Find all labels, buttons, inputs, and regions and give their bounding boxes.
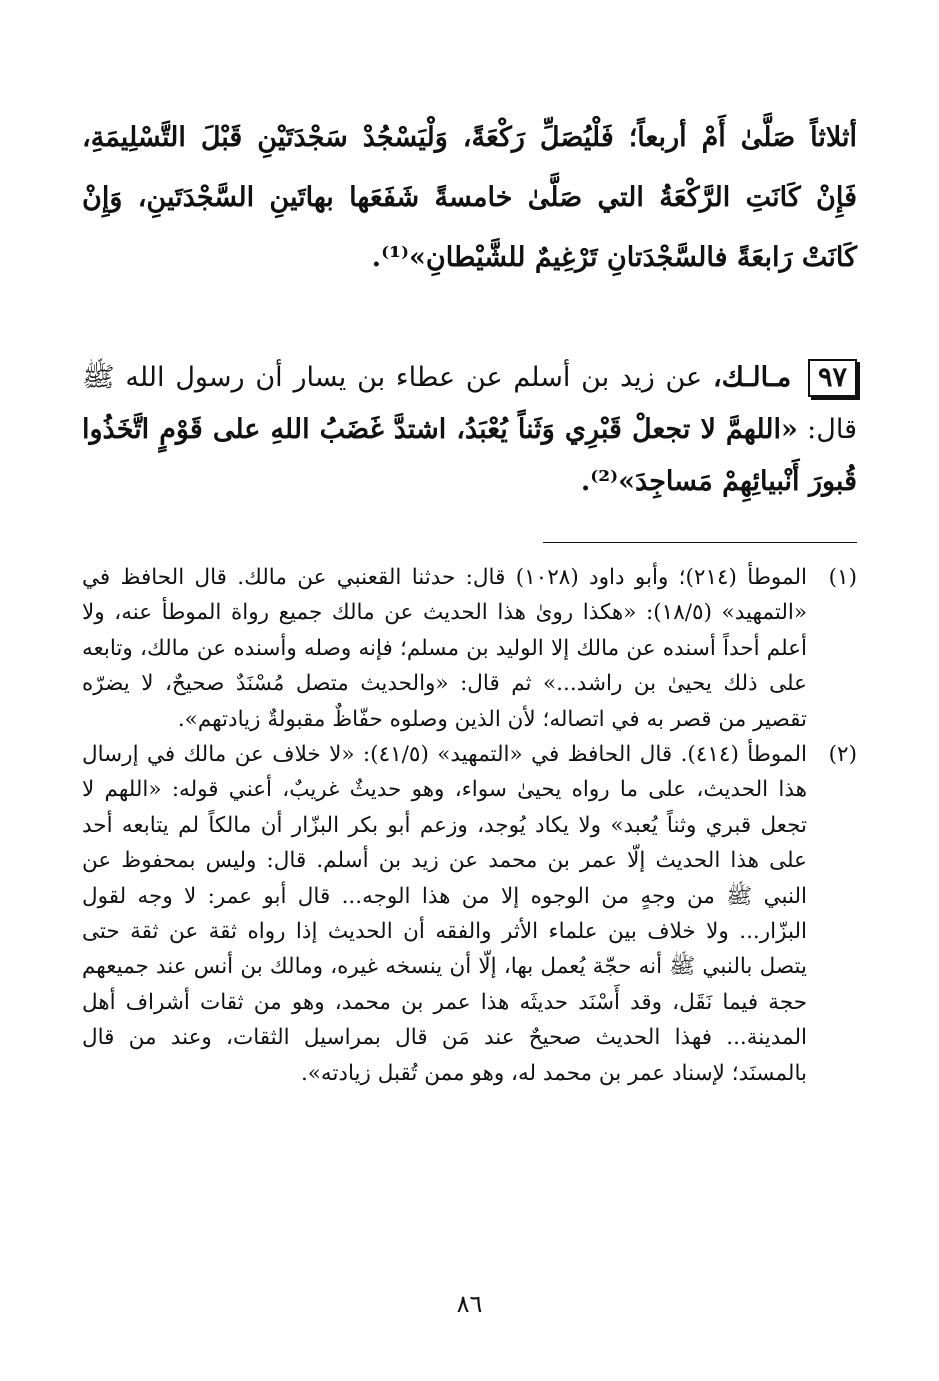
- footnote-text: الموطأ (٤١٤). قال الحافظ في «التمهيد» (٤١/٥): «لا خلاف عن مالك في إرسال هذا الحديث، على ما رواه يحيىٰ سواء، وهو حديثٌ غريبٌ، أعني قوله: «اللهم لا تجعل قبري وثناً يُعبد» ولا يكاد يُوجد، وزعم أبو بكر البزّار أن مالكاً لم يتابعه أحد على هذا الحديث إلّا عمر بن محمد عن زيد بن أسلم. قال: وليس بمحفوظ عن النبي ﷺ من وجهٍ من الوجوه إلا من هذا الوجه... قال أبو عمر: لا وجه لقول البزّار... ولا خلاف بين علماء الأثر والفقه أن الحديث إذا رواه ثقة عن ثقة حتى يتصل بالنبي ﷺ أنه حجّة يُعمل بها، إلّا أن ينسخه غيره، ومالك بن أنس عند جميعهم حجة فيما نَقَل، وقد أَسْنَد حديثَه هذا عمر بن محمد، وهو من ثقات أشراف أهل المدينة... فهذا الحديث صحيحٌ عند مَن قال بمراسيل الثقات، وعند من قال بالمسنَد؛ لإسناد عمر بن محمد له، وهو ممن تُقبل زيادته».: [82, 742, 807, 1086]
- hadith-text: «اللهمَّ لا تجعلْ قَبْرِي وَثَناً يُعْبَدُ، اشتدَّ غَضَبُ اللهِ على قَوْمٍ اتَّخَذُوا قُبورَ أَنْبيائِهِمْ مَساجِدَ»⁽²⁾.: [82, 414, 857, 497]
- previous-paragraph: أثلاثاً صَلَّىٰ أَمْ أربعاً؛ فَلْيُصَلِّ رَكْعَةً، وَلْيَسْجُدْ سَجْدَتَيْنِ قَبْلَ التَّسْلِيمَةِ، فَإِنْ كَانَتِ الرَّكْعَةُ التي صَلَّىٰ خامسةً شَفَعَها بهاتَينِ السَّجْدَتَينِ، وَإِنْ كَانَتْ رَابعَةً فالسَّجْدَتانِ تَرْغِيمٌ للشَّيْطانِ»⁽¹⁾.: [82, 122, 857, 273]
- hadith-paragraph: [82, 352, 857, 508]
- footnote-marker: (١): [828, 565, 857, 590]
- hadith-narrator: مـالـك،: [712, 362, 792, 393]
- footnote-divider: [543, 542, 857, 543]
- footnotes: [82, 560, 857, 1091]
- footnote-text: الموطأ (٢١٤)؛ وأبو داود (١٠٢٨) قال: حدثنا القعنبي عن مالك. قال الحافظ في «التمهيد» (١٨/٥): «هكذا روىٰ هذا الحديث عن مالك جميع رواة الموطأ عنه، ولا أعلم أحداً أسنده عن مالك إلا الوليد بن مسلم؛ فإنه وصله وأسنده عن مالك، وتابعه على ذلك يحيىٰ بن راشد...» ثم قال: «والحديث متصل مُسْنَدٌ صحيحٌ، لا يضرّه تقصير من قصر به في اتصاله؛ لأن الذين وصلوه حفّاظٌ مقبولةٌ زيادتهم».: [82, 565, 807, 732]
- hadith-number: ٩٧: [808, 359, 857, 397]
- footnote: [82, 560, 857, 737]
- footnote: [82, 737, 857, 1091]
- hadith-isnad: عن زيد بن أسلم عن عطاء بن يسار أن رسول الله ﷺ قال:: [82, 362, 857, 445]
- page-number: ٨٦: [456, 1290, 483, 1318]
- footnote-marker: (٢): [828, 742, 857, 768]
